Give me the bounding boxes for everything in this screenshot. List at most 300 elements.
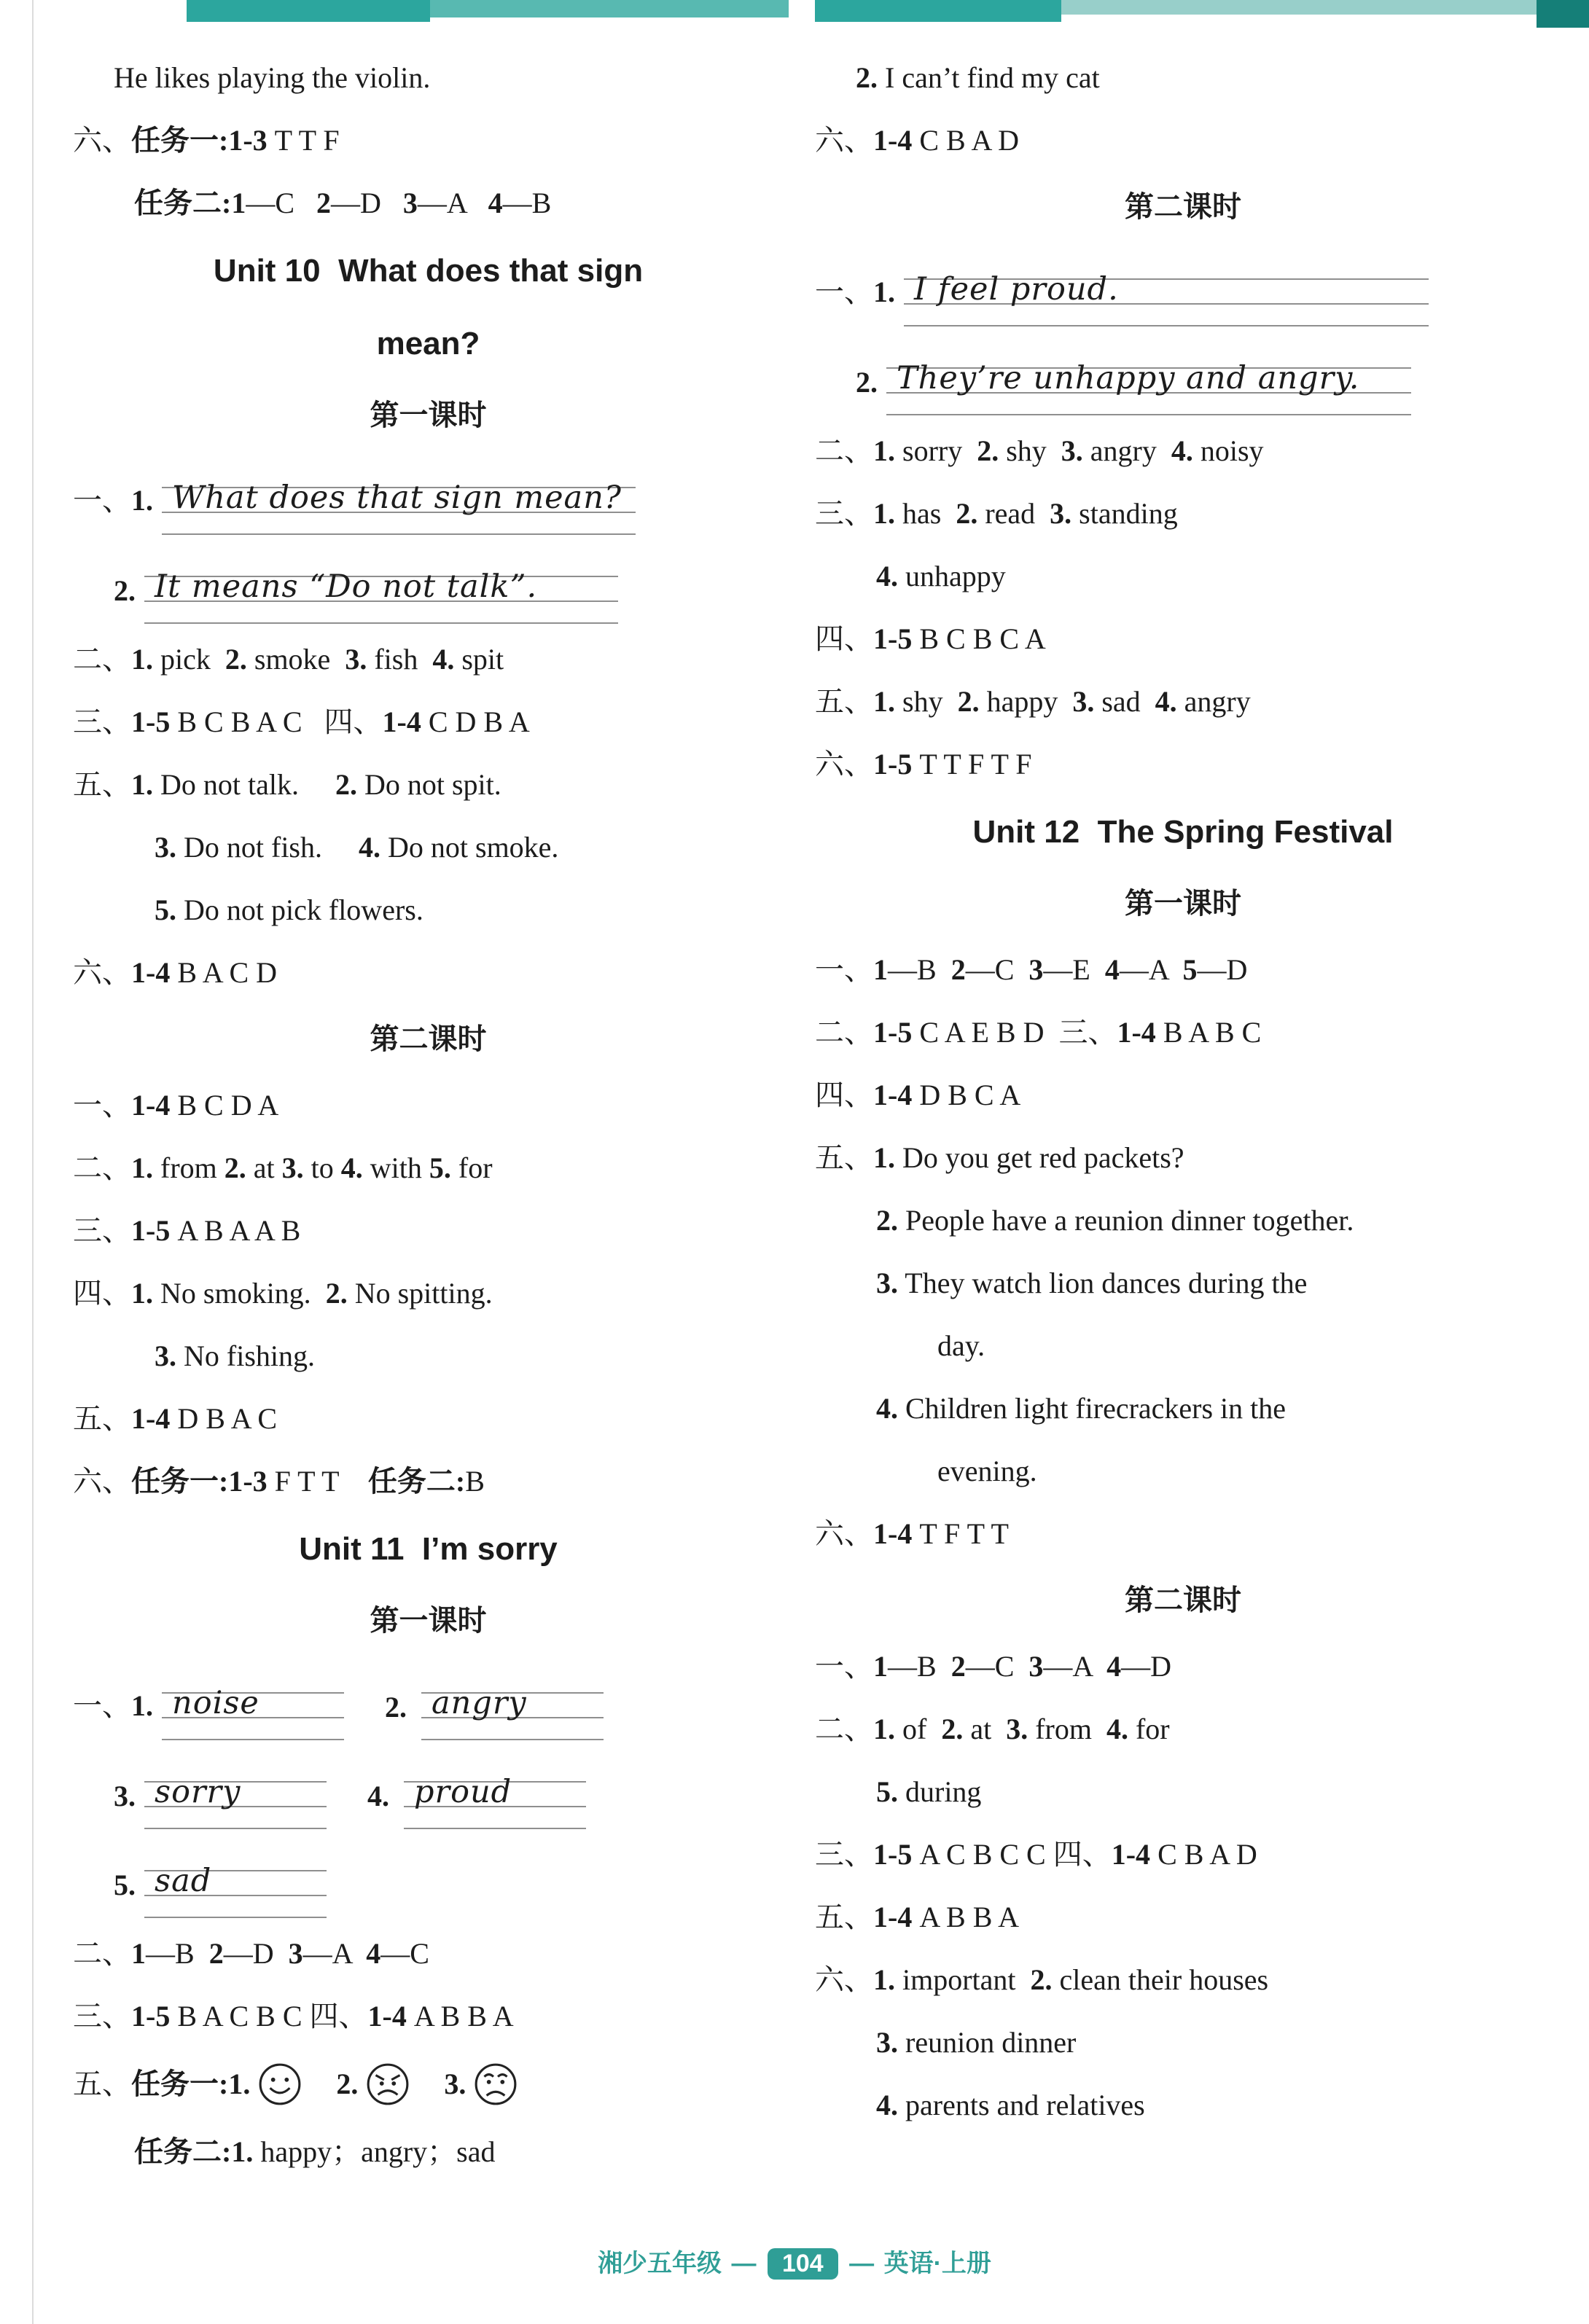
answer-number: 1-3 (228, 124, 268, 157)
answer-number: 3. (155, 831, 176, 864)
answer-number: 3. (876, 1267, 898, 1299)
answer-number: 4. (367, 1780, 389, 1812)
answer-number: 1-4 (367, 2000, 407, 2032)
answer-number: 4. (1171, 434, 1193, 467)
answer-text: B (465, 1465, 485, 1498)
answer-line (815, 1503, 1551, 1565)
footer-book-series: 湘少五年级 (598, 2250, 722, 2277)
answer-number: 1-4 (873, 1079, 913, 1111)
answer-text: Do not smoke. (380, 831, 559, 864)
answer-text: for (1128, 1713, 1170, 1745)
unit-heading: Unit 12 The Spring Festival (972, 814, 1394, 850)
answer-line (155, 879, 784, 942)
answer-number: 5. (155, 893, 176, 926)
page-edge-line (32, 0, 34, 2324)
happy-face-icon (257, 2062, 302, 2107)
answer-text: with (362, 1151, 429, 1184)
header-decoration-bar (815, 0, 1061, 22)
answer-line (815, 1064, 1551, 1127)
answer-number: 1 (231, 187, 246, 219)
answer-number: 3 (1028, 1650, 1044, 1683)
answer-text: T F T T (912, 1517, 1009, 1550)
answer-number: 5. (876, 1775, 898, 1808)
answer-line (815, 1886, 1551, 1949)
handwritten-answer: sad (155, 1863, 212, 1899)
answer-line (815, 1823, 1551, 1886)
answer-text: —D (223, 1937, 289, 1970)
answer-text: unhappy (898, 560, 1006, 592)
answer-text: 一、 (815, 953, 873, 986)
answer-text: clean their houses (1052, 1963, 1269, 1996)
answer-text: —A (1043, 1650, 1107, 1683)
answer-number: 4. (876, 2089, 898, 2121)
answer-text: —A (417, 187, 488, 219)
answer-lead (856, 365, 878, 399)
handwritten-answer: They’re unhappy and angry. (897, 360, 1360, 396)
answer-number: 任务二: (367, 1465, 466, 1498)
handwritten-answer: sorry (155, 1774, 241, 1810)
answer-line (815, 1698, 1551, 1761)
ruled-writing-area (144, 567, 618, 624)
answer-line (73, 942, 784, 1004)
answer-text: B A B C (1155, 1016, 1262, 1049)
answer-number: 2. (941, 1713, 964, 1745)
answer-number: 任务一: (131, 124, 229, 157)
answer-line (815, 109, 1551, 172)
answer-line (73, 1388, 784, 1450)
answer-number: 1. (131, 1689, 153, 1722)
answer-text: 五、 (815, 1141, 873, 1174)
answer-number: 1. (131, 768, 153, 801)
answer-text: 三、 (73, 2000, 131, 2032)
answer-text: B C B C A (912, 622, 1046, 655)
answer-number: 3. (444, 2067, 466, 2100)
answer-number: 2. (1030, 1963, 1053, 1996)
answer-number: 4. (359, 831, 380, 864)
answer-line (815, 733, 1551, 796)
answer-text: angry (1082, 434, 1171, 467)
answer-text: 二、 (815, 1016, 873, 1049)
answer-number: 1 (873, 953, 888, 986)
handwriting-answer-line (856, 331, 1551, 420)
answer-text: 四、 (309, 2000, 368, 2032)
answer-number: 1. (873, 685, 895, 718)
answer-number: 1. (231, 2135, 254, 2168)
answer-number: 2. (224, 1151, 246, 1184)
answer-number: 3. (155, 1339, 176, 1372)
answer-number: 1. (131, 1151, 153, 1184)
answer-text: to (303, 1151, 341, 1184)
answer-text: —C (380, 1937, 429, 1970)
answer-text: 五、 (73, 2067, 131, 2100)
answer-number: 2. (876, 1204, 898, 1237)
answer-text: 六、 (73, 956, 131, 989)
lesson-heading: 第二课时 (1125, 190, 1241, 223)
answer-number: 4. (340, 1151, 363, 1184)
answer-text: important (895, 1963, 1031, 1996)
answer-line (815, 1949, 1551, 2011)
answer-number: 任务一: (131, 1465, 229, 1498)
sad-face-icon (473, 2062, 518, 2107)
answer-text: T T F (267, 124, 340, 157)
answer-line (155, 1325, 784, 1388)
answer-text: from (1028, 1713, 1106, 1745)
ruled-writing-area (162, 478, 636, 535)
answer-line (876, 1252, 1551, 1315)
handwriting-answer-line (73, 450, 784, 539)
answer-line (815, 608, 1551, 670)
answer-line (134, 172, 784, 235)
footer-dash: — (731, 2250, 757, 2277)
answer-text: 一、 (73, 1089, 131, 1122)
answer-text: noisy (1192, 434, 1264, 467)
answer-text: 三、 (73, 705, 131, 738)
answer-lead (114, 1868, 136, 1902)
answer-line (856, 47, 1551, 109)
answer-text: 三、 (815, 1838, 873, 1871)
answer-text: —B (146, 1937, 209, 1970)
header-decoration-bar (1537, 0, 1589, 28)
answer-text: D B C A (912, 1079, 1021, 1111)
answer-text: sad (1094, 685, 1155, 718)
lesson-heading: 第一课时 (1125, 887, 1241, 920)
answer-number: 1. (873, 275, 895, 308)
handwritten-answer: I feel proud. (914, 271, 1119, 308)
answer-text: at (963, 1713, 1007, 1745)
answer-number: 任务一: (131, 2067, 229, 2100)
answer-lead (73, 477, 153, 519)
answer-number: 4. (432, 643, 455, 676)
handwritten-answer: It means “Do not talk”. (155, 568, 538, 605)
answer-text: 一、 (73, 484, 131, 517)
answer-text: No smoking. (153, 1277, 326, 1310)
handwriting-answer-line (114, 539, 784, 628)
handwriting-answer-line (73, 1656, 784, 1745)
answer-number: 4 (1104, 953, 1120, 986)
answer-text: at (246, 1151, 282, 1184)
answer-text: 六、 (815, 1517, 873, 1550)
answer-text: 三、 (73, 1214, 131, 1247)
answer-line (815, 1635, 1551, 1698)
answer-text: 五、 (815, 1901, 873, 1933)
answer-text: Do not talk. (153, 768, 335, 801)
handwritten-answer: What does that sign mean? (172, 480, 622, 516)
answer-text: 二、 (815, 434, 873, 467)
answer-text: smoke (246, 643, 345, 676)
answer-number: 2. (225, 643, 247, 676)
answer-text: of (895, 1713, 942, 1745)
answer-number: 1-4 (131, 956, 171, 989)
answer-text: C A E B D (912, 1016, 1059, 1049)
answer-number: 2. (114, 574, 136, 607)
answer-line (73, 1985, 784, 2048)
answer-line (815, 1127, 1551, 1189)
answer-number: 1. (131, 484, 153, 517)
answer-number: 任务二: (134, 2135, 232, 2168)
answer-line (876, 2011, 1551, 2074)
answer-text: 一、 (815, 1650, 873, 1683)
answer-number: 3. (281, 1151, 304, 1184)
answer-lead (114, 1779, 136, 1813)
answer-text: 四、 (73, 1277, 131, 1310)
answer-text: from (153, 1151, 225, 1184)
ruled-writing-area (144, 1772, 327, 1829)
answer-number: 1-5 (873, 1838, 913, 1871)
answer-line (876, 545, 1551, 608)
footer-dash: — (849, 2250, 875, 2277)
answer-number: 1-4 (131, 1089, 171, 1122)
answer-number: 2. (856, 366, 878, 399)
answer-number: 4. (876, 560, 898, 592)
answer-number: 3. (1006, 1713, 1028, 1745)
answer-line (73, 109, 784, 172)
ruled-writing-area (404, 1772, 586, 1829)
answer-number: 1-4 (382, 705, 421, 738)
answer-text: —B (888, 953, 951, 986)
answer-text: T T F T F (912, 748, 1032, 780)
answer-number: 2. (856, 61, 878, 94)
answer-text: 二、 (73, 1151, 131, 1184)
answer-number: 1-4 (873, 124, 913, 157)
answer-text: —A (1119, 953, 1183, 986)
lesson-heading: 第二课时 (370, 1022, 487, 1055)
answer-line (815, 670, 1551, 733)
answer-number: 2 (950, 953, 966, 986)
answer-number: 3. (1061, 434, 1083, 467)
ruled-writing-area (904, 270, 1429, 326)
answer-number: 3 (402, 187, 418, 219)
answer-text: for (450, 1151, 493, 1184)
unit-heading: Unit 10 What does that sign (213, 253, 644, 289)
answer-line (73, 1074, 784, 1137)
answer-line (73, 1137, 784, 1200)
answer-text: 六、 (815, 748, 873, 780)
handwriting-answer-line (114, 1745, 784, 1834)
answer-lead (815, 269, 895, 310)
answer-text: No spitting. (347, 1277, 493, 1310)
unit-heading: mean? (376, 326, 480, 361)
answer-number: 1. (873, 434, 895, 467)
answer-number: 3. (1050, 497, 1072, 530)
answer-line (73, 628, 784, 691)
handwritten-answer: angry (432, 1685, 527, 1721)
answer-text: day. (937, 1329, 985, 1362)
answer-number: 4. (876, 1392, 898, 1425)
answer-text: They watch lion dances during the (898, 1267, 1308, 1299)
answer-text: Do not pick flowers. (176, 893, 423, 926)
answer-number: 3. (345, 643, 367, 676)
answer-number: 4 (488, 187, 503, 219)
answer-line (937, 1440, 1551, 1503)
answer-text: 五、 (73, 768, 131, 801)
ruled-writing-area (162, 1683, 344, 1740)
answer-text: during (898, 1775, 982, 1808)
answer-number: 3. (1072, 685, 1095, 718)
answer-text: 五、 (815, 685, 873, 718)
answer-text: —D (1121, 1650, 1171, 1683)
ruled-writing-area (421, 1683, 604, 1740)
answer-text: 六、 (815, 124, 873, 157)
answer-text: No fishing. (176, 1339, 315, 1372)
page-number-badge: 104 (768, 2248, 838, 2280)
header-decoration-bar (187, 0, 430, 22)
answer-line (73, 754, 784, 816)
handwritten-answer: noise (172, 1685, 259, 1721)
handwriting-answer-line (114, 1834, 784, 1922)
answer-number: 1-3 (228, 1465, 268, 1498)
answer-line (876, 1761, 1551, 1823)
answer-text: pick (153, 643, 225, 676)
answer-lead (114, 574, 136, 608)
answer-number: 1. (131, 643, 153, 676)
answer-number: 3 (1028, 953, 1044, 986)
angry-face-icon (365, 2062, 410, 2107)
answer-text: B C B A C (170, 705, 324, 738)
answer-text: 二、 (73, 1937, 131, 1970)
page-footer (0, 2243, 1589, 2280)
answer-text: He likes playing the violin. (114, 61, 431, 94)
answer-line (155, 816, 784, 879)
answer-number: 5. (429, 1151, 451, 1184)
answer-number: 4. (1106, 1713, 1128, 1745)
answer-number: 5. (114, 1869, 136, 1901)
answer-text: 二、 (815, 1713, 873, 1745)
answer-text: standing (1071, 497, 1178, 530)
answer-text: 四、 (815, 622, 873, 655)
answer-text: 三、 (815, 497, 873, 530)
answer-text: parents and relatives (898, 2089, 1145, 2121)
answer-text: —B (888, 1650, 951, 1683)
answer-number: 3. (114, 1780, 136, 1812)
answer-text: B C D A (170, 1089, 279, 1122)
answer-number: 4 (366, 1937, 381, 1970)
answer-text: sorry (895, 434, 977, 467)
answer-number: 1-5 (131, 705, 171, 738)
answer-number: 1 (131, 1937, 146, 1970)
answer-number: 任务二: (134, 187, 232, 219)
ruled-writing-area (144, 1861, 327, 1918)
answer-number: 4 (1106, 1650, 1122, 1683)
answer-text: 三、 (1058, 1016, 1117, 1049)
answer-text: —C (965, 953, 1029, 986)
answer-text: A B B A (406, 2000, 514, 2032)
answer-text: 二、 (73, 643, 131, 676)
header-decoration-bar (430, 0, 789, 17)
answer-text: B A C B C (170, 2000, 310, 2032)
answer-text: D B A C (170, 1402, 278, 1435)
answer-number: 3 (288, 1937, 303, 1970)
answer-text: C B A D (912, 124, 1020, 157)
answer-number: 1. (873, 1963, 895, 1996)
answer-text: I can’t find my cat (878, 61, 1100, 94)
answer-text: evening. (937, 1455, 1037, 1487)
lesson-heading: 第二课时 (1125, 1584, 1241, 1616)
answer-line (73, 1922, 784, 1985)
answer-number: 1-5 (131, 2000, 171, 2032)
lesson-heading: 第一课时 (370, 1604, 487, 1637)
answer-number: 2. (956, 497, 978, 530)
answer-number: 1-4 (131, 1402, 171, 1435)
answer-text: Children light firecrackers in the (898, 1392, 1287, 1425)
answer-text: A C B C C (912, 1838, 1053, 1871)
answer-number: 1 (873, 1650, 888, 1683)
answer-number: 2. (957, 685, 980, 718)
answer-number: 2 (950, 1650, 966, 1683)
answer-text: —C (965, 1650, 1029, 1683)
answer-number: 1-4 (873, 1901, 913, 1933)
answer-text: —A (302, 1937, 367, 1970)
answer-text: angry (1176, 685, 1251, 718)
handwriting-answer-line (815, 242, 1551, 331)
answer-line (73, 1450, 784, 1513)
answer-text: C D B A (421, 705, 530, 738)
answer-text: Do not fish. (176, 831, 359, 864)
answer-text: C B A D (1150, 1838, 1257, 1871)
answer-number: 2 (316, 187, 332, 219)
answer-line (73, 1262, 784, 1325)
answer-number: 1-4 (1117, 1016, 1156, 1049)
answer-number: 5 (1182, 953, 1198, 986)
answer-line (876, 2074, 1551, 2137)
answer-text: shy (895, 685, 958, 718)
answer-text: spit (454, 643, 504, 676)
answer-text: —B (502, 187, 552, 219)
answer-text: has (895, 497, 956, 530)
answer-text: read (977, 497, 1050, 530)
answer-text: happy；angry；sad (253, 2135, 496, 2168)
answer-text: —D (1197, 953, 1248, 986)
answer-text: happy (979, 685, 1073, 718)
answer-text: 六、 (73, 124, 131, 157)
answer-text: Do not spit. (356, 768, 501, 801)
answer-text: 六、 (815, 1963, 873, 1996)
answer-number: 2. (385, 1691, 407, 1724)
answer-line (73, 691, 784, 754)
answer-number: 1-4 (1111, 1838, 1151, 1871)
answer-text: 四、 (324, 705, 383, 738)
answer-line (815, 482, 1551, 545)
answer-text: 四、 (1053, 1838, 1112, 1871)
answer-line (876, 1189, 1551, 1252)
answer-line (134, 2121, 784, 2183)
answer-text: A B B A (912, 1901, 1020, 1933)
answer-text: —E (1043, 953, 1105, 986)
handwritten-answer: proud (414, 1774, 512, 1810)
answer-text: People have a reunion dinner together. (898, 1204, 1354, 1237)
answer-number: 2. (335, 768, 357, 801)
answer-text: B A C D (170, 956, 278, 989)
ruled-writing-area (886, 359, 1411, 415)
header-decoration-bar (1061, 0, 1537, 15)
answer-text: —C (246, 187, 317, 219)
answer-text: shy (999, 434, 1061, 467)
answer-number: 2. (977, 434, 999, 467)
answer-number: 1. (873, 1713, 895, 1745)
answer-line (815, 420, 1551, 482)
answer-number: 2 (208, 1937, 224, 1970)
answer-text: F T T (267, 1465, 368, 1498)
answer-number: 2. (336, 2067, 359, 2100)
answer-number: 1. (873, 1141, 895, 1174)
answer-line (937, 1315, 1551, 1377)
answer-line (114, 47, 784, 109)
right-column (815, 47, 1551, 2137)
answer-number: 1-5 (131, 1214, 171, 1247)
answer-number: 1-5 (873, 748, 913, 780)
answer-number: 1-4 (873, 1517, 913, 1550)
answer-line (73, 1200, 784, 1262)
answer-lead (73, 1683, 153, 1724)
